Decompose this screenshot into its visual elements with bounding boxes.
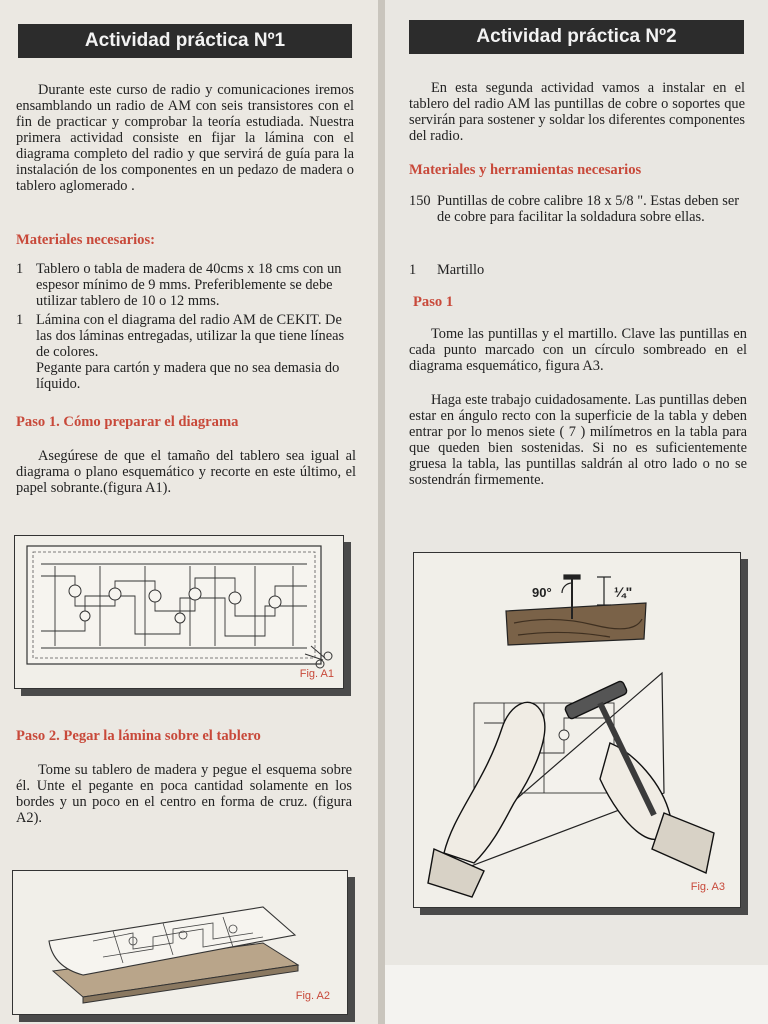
materials-item — [16, 312, 360, 392]
figure-a1-frame — [14, 535, 344, 689]
materials-item-qty: 1 — [409, 262, 417, 278]
materials-item-qty: 1 — [16, 312, 24, 328]
left-page — [0, 0, 378, 1024]
materials-item-text: Lámina con el diagrama del radio AM de CEKIT. De las dos láminas entregadas, utilizar la que tiene líneas de colores. — [36, 312, 345, 360]
step-1-text: Asegúrese de que el tamaño del tablero sea igual al diagrama o plano esquemático y recorte en este último, el papel sobrante.(figura A1). — [16, 448, 356, 496]
figure-a3-frame — [413, 552, 741, 908]
step-2-heading: Paso 2. Pegar la lámina sobre el tablero — [16, 728, 261, 744]
page-gutter — [378, 0, 385, 1024]
activity-2-intro: En esta segunda actividad vamos a instalar en el tablero del radio AM las puntillas de cobre o soportes que servirán para sostener y soldar los diferentes componentes del radio. — [409, 80, 745, 144]
materials-item-body — [36, 312, 360, 392]
materials-item-qty: 150 — [409, 193, 431, 209]
activity-1-title: Actividad práctica Nº1 — [18, 24, 352, 58]
right-page — [385, 0, 768, 965]
activity-1-intro: Durante este curso de radio y comunicaciones iremos ensamblando un radio de AM con seis transistores con el fin de practicar y comprobar la teoría estudiada. Nuestra primera actividad consiste en fijar la lámina con el diagrama completo del radio y que servirá de guía para la instalación de los componentes en un pedazo de madera o tablero aglomerado . — [16, 82, 354, 194]
figure-a1 — [14, 535, 350, 700]
angle-label: 90° — [532, 585, 552, 600]
materials-tools-heading: Materiales y herramientas necesarios — [409, 162, 642, 178]
figure-a3-label: Fig. A3 — [690, 881, 725, 893]
materials-heading: Materiales necesarios: — [16, 232, 155, 248]
step-2-text: Tome su tablero de madera y pegue el esquema sobre él. Unte el pegante en poca cantidad solamente en los bordes y un poco en el centro en forma de cruz. (figura A2). — [16, 762, 352, 826]
schematic-sheet-illustration — [15, 536, 343, 688]
materials-item-note: Pegante para cartón y madera que no sea demasia do líquido. — [36, 360, 340, 392]
page-bottom-margin — [385, 965, 768, 1024]
figure-a2 — [12, 870, 352, 1022]
activity-2-step-1-text: Tome las puntillas y el martillo. Clave las puntillas en cada punto marcado con un círculo sombreado en el diagrama esquemático, figura A3. — [409, 326, 747, 374]
step-1-heading: Paso 1. Cómo preparar el diagrama — [16, 414, 239, 430]
hammering-illustration — [414, 553, 740, 907]
materials-item — [409, 193, 747, 225]
figure-a2-label: Fig. A2 — [295, 990, 330, 1002]
activity-2-step-1-detail: Haga este trabajo cuidadosamente. Las puntillas deben estar en ángulo recto con la superficie de la tabla y deben entrar por lo menos siete ( 7 ) milímetros en la tabla para que queden bien sostenidas. Si no es suficientemente gruesa la tabla, las puntillas saldrán al otro lado o no se sostendrán firmemente. — [409, 392, 747, 488]
materials-item-qty: 1 — [16, 261, 24, 277]
figure-a3 — [413, 552, 745, 917]
activity-2-step-1-heading: Paso 1 — [413, 294, 454, 310]
figure-a1-label: Fig. A1 — [299, 668, 334, 680]
materials-item-text: Martillo — [437, 262, 485, 278]
materials-item-text: Puntillas de cobre calibre 18 x 5/8 ". Estas deben ser de cobre para facilitar la soldadura sobre ellas. — [437, 193, 739, 225]
activity-2-title: Actividad práctica Nº2 — [409, 20, 744, 54]
materials-item-text: Tablero o tabla de madera de 40cms x 18 cms con un espesor mínimo de 9 mms. Preferiblemente se debe utilizar tablero de 10 o 12 mms. — [36, 261, 342, 309]
materials-item — [16, 261, 360, 309]
depth-label: ¼" — [614, 584, 633, 600]
materials-item — [409, 262, 609, 278]
